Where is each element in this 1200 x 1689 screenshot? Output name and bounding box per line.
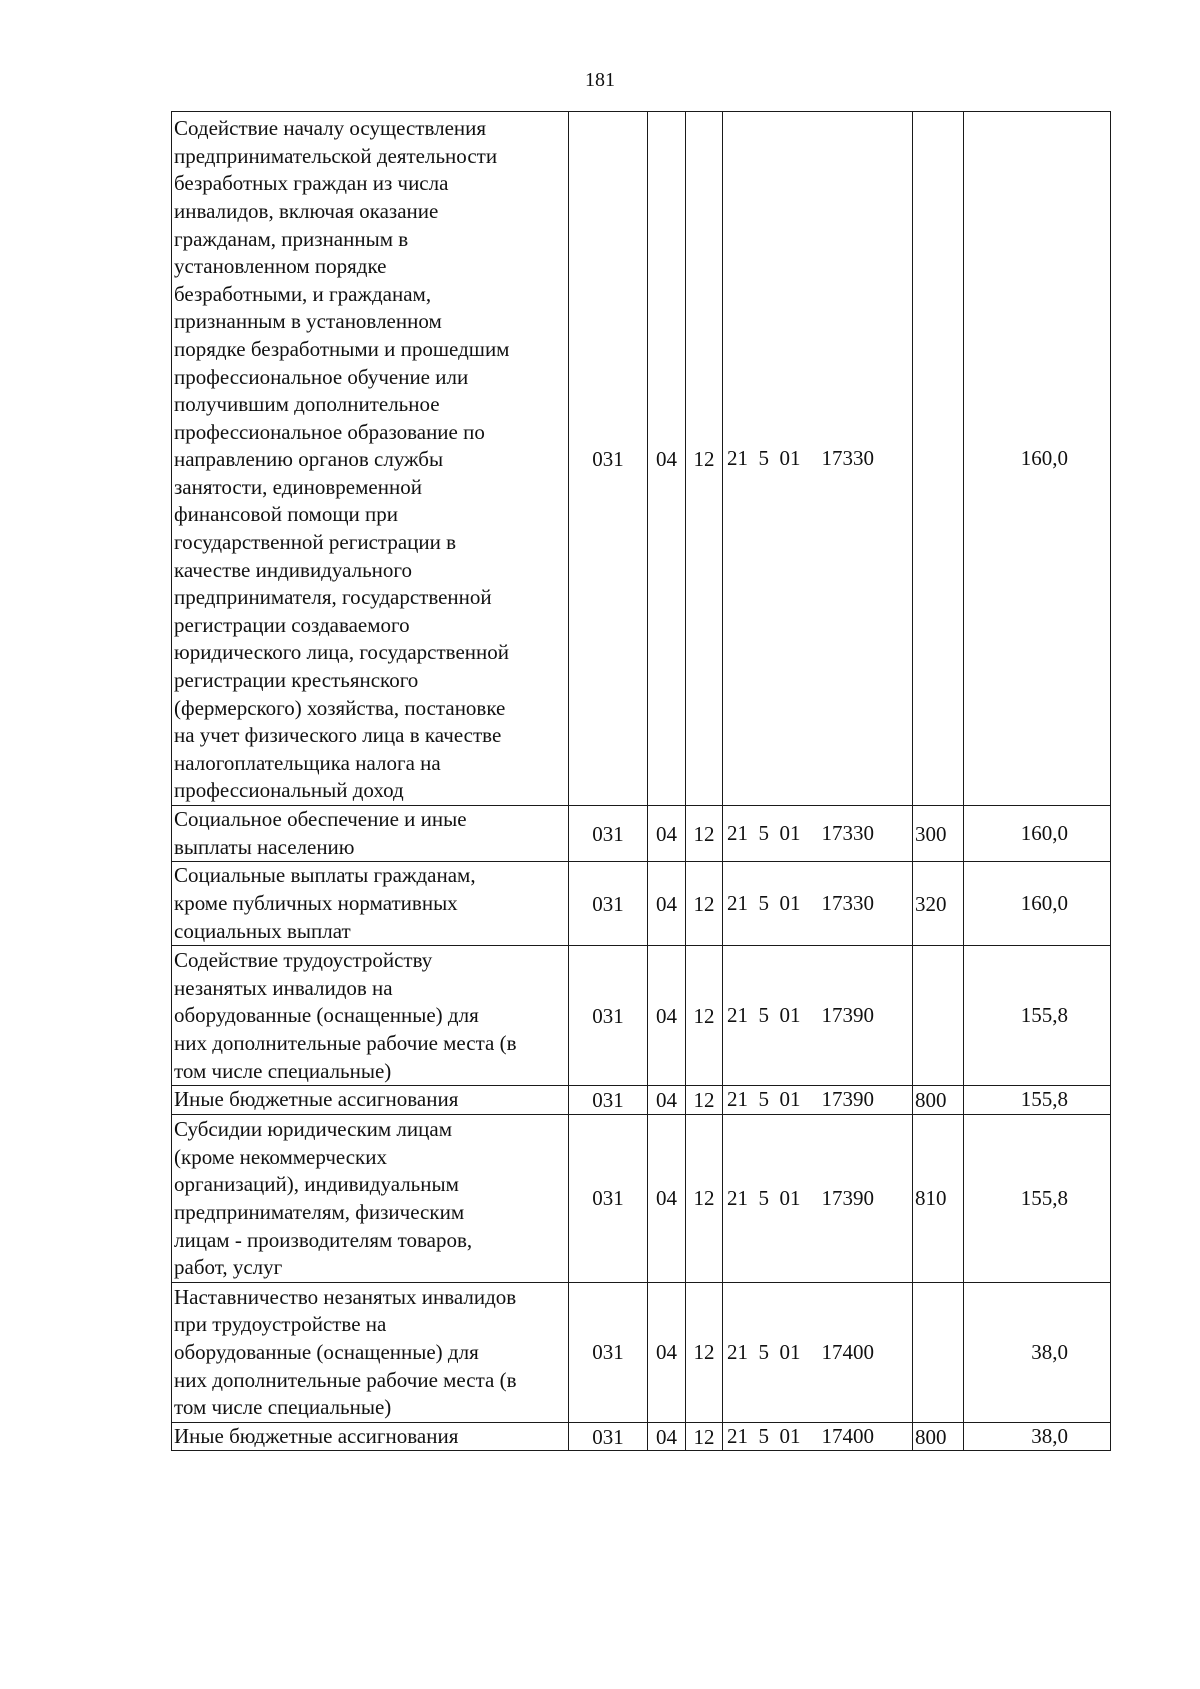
subsection-code: 12 [686, 862, 723, 946]
row-description: Наставничество незанятых инвалидов при трудоустройстве на оборудованные (оснащенные) для них дополнительные рабочие места (в том числе специальные) [172, 1282, 569, 1422]
ministry-code: 031 [569, 1114, 648, 1282]
amount: 155,8 [964, 1086, 1111, 1115]
subsection-code: 12 [686, 112, 723, 806]
section-code: 04 [648, 806, 686, 862]
amount: 160,0 [964, 862, 1111, 946]
subsection-code: 12 [686, 1086, 723, 1115]
table-row [172, 1086, 1111, 1115]
ministry-code: 031 [569, 862, 648, 946]
row-description: Иные бюджетные ассигнования [172, 1422, 569, 1451]
subsection-code: 12 [686, 946, 723, 1086]
row-description: Содействие началу осуществления предпринимательской деятельности безработных граждан из числа инвалидов, включая оказание гражданам, признанным в установленном порядке безработными, и гражданам, признанным в установленном порядке безработными и прошедшим профессиональное обучение или получившим дополнительное профессиональное образование по направлению органов службы занятости, единовременной финансовой помощи при государственной регистрации в качестве индивидуального предпринимателя, государственной регистрации создаваемого юридического лица, государственной регистрации крестьянского (фермерского) хозяйства, постановке на учет физического лица в качестве налогоплательщика налога на профессиональный доход [172, 112, 569, 806]
ministry-code: 031 [569, 1282, 648, 1422]
expense-type-code: 810 [913, 1114, 964, 1282]
expense-type-code [913, 946, 964, 1086]
target-article-code: 21 5 01 17330 [723, 862, 913, 946]
target-article-code: 21 5 01 17390 [723, 1114, 913, 1282]
table-row [172, 1282, 1111, 1422]
table-row [172, 1114, 1111, 1282]
amount: 155,8 [964, 1114, 1111, 1282]
row-description: Субсидии юридическим лицам (кроме некоммерческих организаций), индивидуальным предпринимателям, физическим лицам - производителям товаров, работ, услуг [172, 1114, 569, 1282]
expense-type-code: 800 [913, 1422, 964, 1451]
section-code: 04 [648, 862, 686, 946]
section-code: 04 [648, 1422, 686, 1451]
section-code: 04 [648, 1086, 686, 1115]
expense-type-code: 800 [913, 1086, 964, 1115]
expense-type-code [913, 112, 964, 806]
amount: 155,8 [964, 946, 1111, 1086]
section-code: 04 [648, 112, 686, 806]
table-row [172, 946, 1111, 1086]
ministry-code: 031 [569, 1086, 648, 1115]
expense-type-code: 320 [913, 862, 964, 946]
row-description: Социальные выплаты гражданам, кроме публичных нормативных социальных выплат [172, 862, 569, 946]
subsection-code: 12 [686, 1114, 723, 1282]
subsection-code: 12 [686, 1422, 723, 1451]
expense-type-code: 300 [913, 806, 964, 862]
table-row [172, 806, 1111, 862]
subsection-code: 12 [686, 806, 723, 862]
target-article-code: 21 5 01 17330 [723, 112, 913, 806]
ministry-code: 031 [569, 946, 648, 1086]
ministry-code: 031 [569, 806, 648, 862]
amount: 160,0 [964, 806, 1111, 862]
row-description: Содействие трудоустройству незанятых инвалидов на оборудованные (оснащенные) для них дополнительные рабочие места (в том числе специальные) [172, 946, 569, 1086]
table-row [172, 112, 1111, 806]
target-article-code: 21 5 01 17400 [723, 1422, 913, 1451]
target-article-code: 21 5 01 17400 [723, 1282, 913, 1422]
section-code: 04 [648, 946, 686, 1086]
target-article-code: 21 5 01 17330 [723, 806, 913, 862]
amount: 38,0 [964, 1422, 1111, 1451]
budget-table [171, 111, 1111, 1451]
table-row [172, 862, 1111, 946]
amount: 38,0 [964, 1282, 1111, 1422]
ministry-code: 031 [569, 112, 648, 806]
table-row [172, 1422, 1111, 1451]
row-description: Социальное обеспечение и иные выплаты населению [172, 806, 569, 862]
expense-type-code [913, 1282, 964, 1422]
amount: 160,0 [964, 112, 1111, 806]
subsection-code: 12 [686, 1282, 723, 1422]
section-code: 04 [648, 1114, 686, 1282]
ministry-code: 031 [569, 1422, 648, 1451]
section-code: 04 [648, 1282, 686, 1422]
target-article-code: 21 5 01 17390 [723, 946, 913, 1086]
row-description: Иные бюджетные ассигнования [172, 1086, 569, 1115]
page-number: 181 [585, 69, 615, 91]
target-article-code: 21 5 01 17390 [723, 1086, 913, 1115]
